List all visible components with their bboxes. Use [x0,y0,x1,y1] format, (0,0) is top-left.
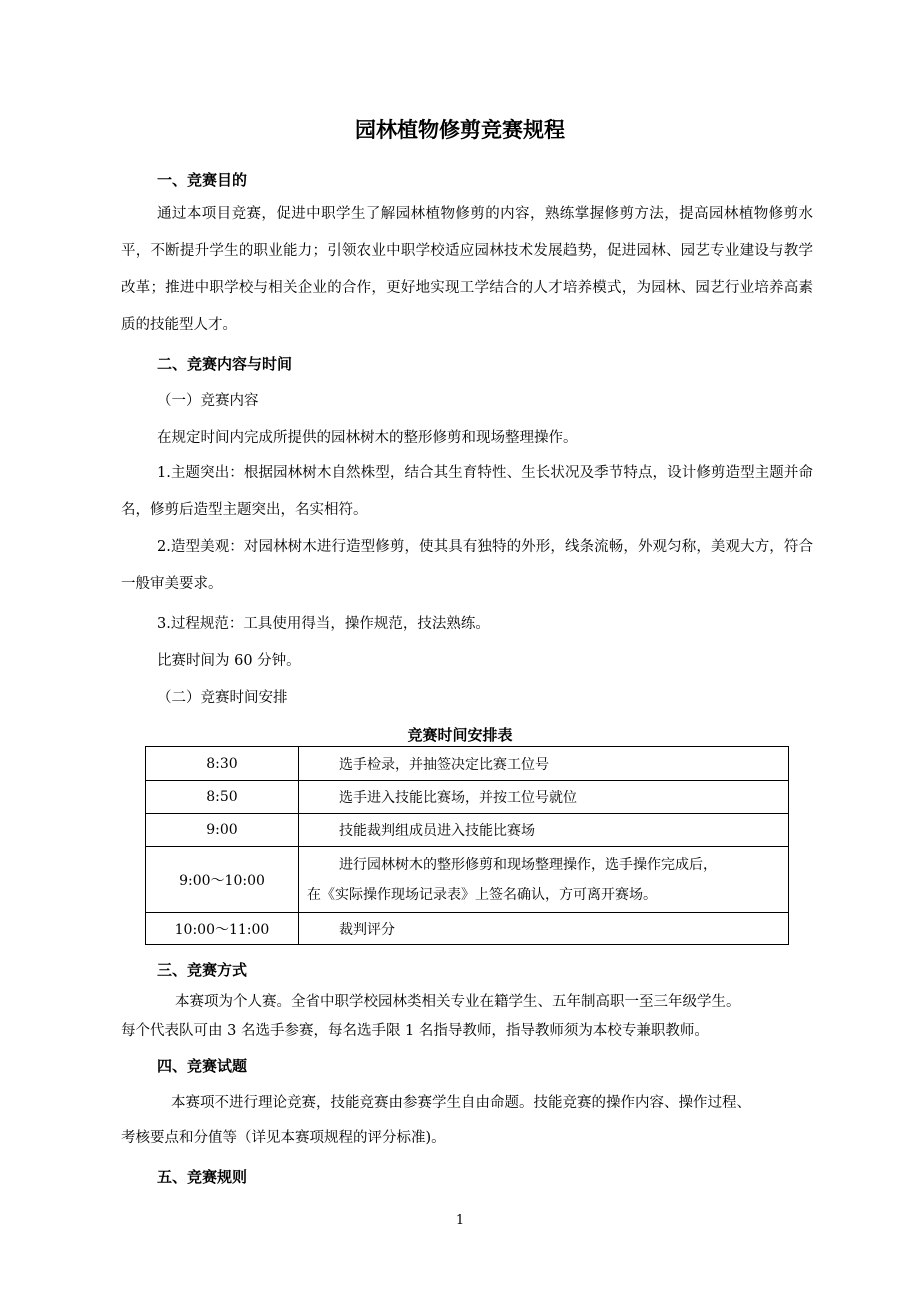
table-row [146,913,789,945]
time-cell: 8:30 [146,747,299,781]
desc-cell: 技能裁判组成员进入技能比赛场 [299,814,789,847]
table-row [146,847,789,913]
purpose-paragraph: 通过本项目竞赛，促进中职学生了解园林植物修剪的内容，熟练掌握修剪方法，提高园林植物修剪水平，不断提升学生的职业能力；引领农业中职学校适应园林技术发展趋势，促进园林、园艺专业建设与教学改革；推进中职学校与相关企业的合作，更好地实现工学结合的人才培养模式，为园林、园艺行业培养高素质的技能型人才。 [121,206,813,333]
time-cell: 9:00～10:00 [146,847,299,913]
time-cell: 9:00 [146,814,299,847]
table-row [146,781,789,814]
table-row [146,747,789,781]
questions-line-1: 本赛项不进行理论竞赛，技能竞赛由参赛学生自由命题。技能竞赛的操作内容、操作过程、 [171,1095,751,1111]
desc-line: 在《实际操作现场记录表》上签名确认，方可离开赛场。 [307,886,657,903]
page-title: 园林植物修剪竞赛规程 [355,118,565,142]
section-heading-method: 三、竞赛方式 [157,961,248,979]
subheading-schedule: （二）竞赛时间安排 [157,690,288,706]
schedule-table [145,746,789,945]
section-heading-rules: 五、竞赛规则 [157,1168,248,1186]
method-line-1: 本赛项为个人赛。全省中职学校园林类相关专业在籍学生、五年制高职一至三年级学生。 [175,994,741,1010]
subheading-content: （一）竞赛内容 [157,393,259,409]
table-caption: 竞赛时间安排表 [407,726,513,744]
section-heading-content-time: 二、竞赛内容与时间 [157,355,293,373]
desc-cell: 裁判评分 [299,913,789,945]
desc-cell [299,847,789,913]
method-line-2: 每个代表队可由 3 名选手参赛，每名选手限 1 名指导教师，指导教师须为本校专兼职教师。 [121,1023,709,1039]
page-number: 1 [455,1213,465,1228]
desc-line: 进行园林树木的整形修剪和现场整理操作，选手操作完成后， [339,856,717,873]
item-shape: 2.造型美观：对园林树木进行造型修剪，使其具有独特的外形，线条流畅，外观匀称，美观大方，符合一般审美要求。 [121,539,813,592]
duration-text: 比赛时间为 60 分钟。 [157,653,301,669]
desc-cell: 选手进入技能比赛场，并按工位号就位 [299,781,789,814]
time-cell: 8:50 [146,781,299,814]
time-cell: 10:00～11:00 [146,913,299,945]
table-row [146,814,789,847]
content-intro: 在规定时间内完成所提供的园林树木的整形修剪和现场整理操作。 [157,430,578,446]
item-process: 3.过程规范：工具使用得当，操作规范，技法熟练。 [157,616,490,632]
section-heading-purpose: 一、竞赛目的 [157,171,248,189]
desc-cell: 选手检录，并抽签决定比赛工位号 [299,747,789,781]
item-theme: 1.主题突出：根据园林树木自然株型，结合其生育特性、生长状况及季节特点，设计修剪造型主题并命名，修剪后造型主题突出，名实相符。 [121,465,813,518]
section-heading-questions: 四、竞赛试题 [157,1057,248,1075]
questions-line-2: 考核要点和分值等（详见本赛项规程的评分标准)。 [121,1130,446,1146]
